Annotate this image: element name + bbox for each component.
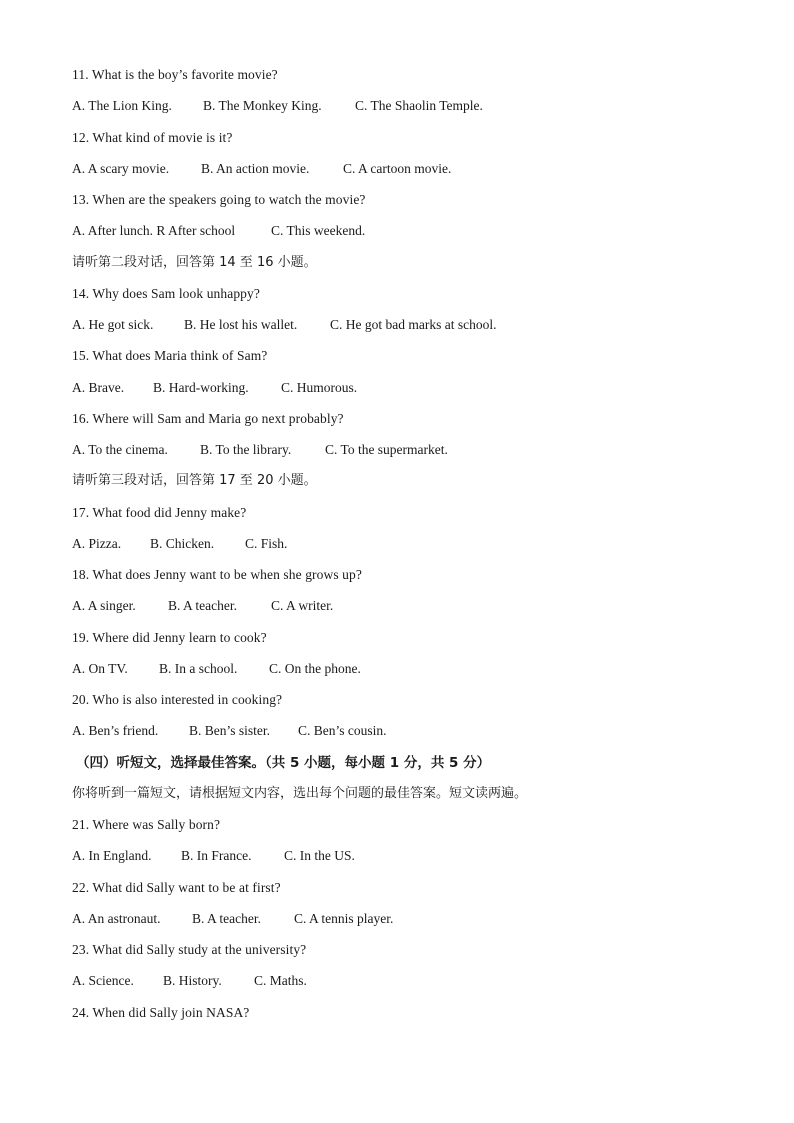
option-a: A. Pizza.	[72, 535, 122, 551]
option-b: B. Hard-working.	[153, 379, 249, 395]
section-4-instruction: 你将听到一篇短文，请根据短文内容，选出每个问题的最佳答案。短文读两遍。	[72, 785, 528, 801]
option-c: C. Maths.	[254, 973, 307, 989]
options-16	[72, 439, 752, 470]
option-b: B. In a school.	[159, 660, 238, 676]
option-a: A. An astronaut.	[72, 910, 161, 926]
option-c: C. Ben’s cousin.	[298, 723, 387, 739]
question-15: 15. What does Maria think of Sam?	[72, 348, 268, 364]
option-a: A. Ben’s friend.	[72, 723, 159, 739]
options-17	[72, 533, 752, 564]
options-20	[72, 720, 752, 751]
question-19: 19. Where did Jenny learn to cook?	[72, 629, 267, 645]
question-22: 22. What did Sally want to be at first?	[72, 879, 281, 895]
option-b: B. A teacher.	[192, 910, 261, 926]
question-21: 21. Where was Sally born?	[72, 817, 221, 832]
option-b: B. In France.	[181, 848, 252, 864]
question-24: 24. When did Sally join NASA?	[72, 1004, 250, 1020]
options-21	[72, 845, 752, 876]
option-c: C. To the supermarket.	[325, 442, 448, 457]
section-4-title: （四）听短文，选择最佳答案。（共 5 小题，每小题 1 分，共 5 分）	[76, 754, 491, 771]
options-12	[72, 158, 752, 189]
options-14	[72, 314, 752, 345]
option-b: B. He lost his wallet.	[184, 317, 298, 332]
question-12: 12. What kind of movie is it?	[72, 129, 233, 145]
instruction-dialogue-2: 请听第二段对话，回答第 14 至 16 小题。	[72, 254, 317, 270]
option-c: C. A tennis player.	[294, 910, 394, 926]
options-15	[72, 377, 752, 408]
option-c: C. The Shaolin Temple.	[355, 98, 483, 114]
option-b: B. The Monkey King.	[203, 98, 322, 114]
question-20: 20. Who is also interested in cooking?	[72, 692, 283, 707]
option-b: B. To the library.	[200, 442, 292, 457]
option-c: C. A cartoon movie.	[343, 160, 452, 176]
option-c: C. This weekend.	[271, 223, 366, 239]
question-18: 18. What does Jenny want to be when she grows up?	[72, 567, 362, 582]
option-c: C. Fish.	[245, 535, 288, 551]
option-a: A. On TV.	[72, 660, 128, 676]
option-a: A. Science.	[72, 973, 134, 989]
options-23	[72, 970, 752, 1001]
question-23: 23. What did Sally study at the university?	[72, 942, 307, 957]
question-11: 11. What is the boy’s favorite movie?	[72, 67, 278, 82]
option-a: A. He got sick.	[72, 317, 154, 332]
instruction-dialogue-3: 请听第三段对话，回答第 17 至 20 小题。	[72, 473, 317, 489]
option-b: B. Chicken.	[150, 535, 215, 551]
option-c: C. Humorous.	[281, 379, 358, 395]
question-14: 14. Why does Sam look unhappy?	[72, 285, 260, 301]
option-a: A. In England.	[72, 848, 152, 864]
option-a: A. A scary movie.	[72, 160, 170, 176]
options-11	[72, 95, 752, 126]
option-b: B. An action movie.	[201, 160, 310, 176]
option-c: C. He got bad marks at school.	[330, 317, 497, 332]
option-b: B. A teacher.	[168, 598, 237, 614]
options-22	[72, 908, 752, 939]
option-b: B. History.	[163, 973, 222, 989]
question-16: 16. Where will Sam and Maria go next probably?	[72, 410, 344, 426]
options-19	[72, 658, 752, 689]
exam-page	[72, 64, 752, 1033]
question-13: 13. When are the speakers going to watch the movie?	[72, 192, 366, 207]
option-c: C. In the US.	[284, 848, 355, 864]
option-a: A. Brave.	[72, 379, 125, 395]
option-b: B. Ben’s sister.	[189, 723, 271, 739]
options-18	[72, 595, 752, 626]
option-a: A. To the cinema.	[72, 442, 168, 457]
option-a-b: A. After lunch. R After school	[72, 223, 236, 239]
option-c: C. On the phone.	[269, 660, 361, 676]
option-a: A. A singer.	[72, 598, 136, 614]
question-17: 17. What food did Jenny make?	[72, 504, 247, 520]
option-a: A. The Lion King.	[72, 98, 172, 114]
options-13	[72, 220, 752, 251]
option-c: C. A writer.	[271, 598, 334, 614]
